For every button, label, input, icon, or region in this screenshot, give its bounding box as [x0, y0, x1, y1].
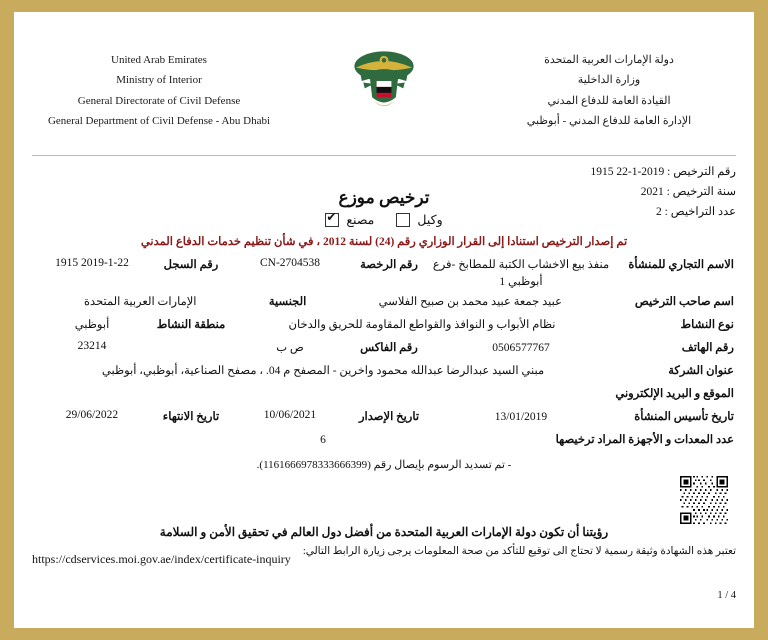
option-manufacturer-label: مصنع: [346, 213, 375, 227]
verification-url[interactable]: https://cdservices.moi.gov.ae/index/certificate-inquiry: [32, 552, 291, 566]
website-label: الموقع و البريد الإلكتروني: [615, 387, 734, 400]
row-equipment: [32, 431, 736, 454]
option-agent-checkbox[interactable]: [396, 213, 410, 227]
establishment-label: الاسم التجاري للمنشأة: [628, 259, 734, 271]
phone-label: رقم الهاتف: [681, 341, 734, 354]
row-activity-type: [32, 316, 736, 339]
nationality-value: الإمارات العربية المتحدة: [84, 295, 197, 308]
row-establishment: [32, 256, 736, 293]
phone-value: 0506577767: [492, 341, 550, 354]
address-value: مبني السيد عبدالرضا عبدالله محمود واخرين - المصفح م 04. ، مصفح الصناعية، أبوظبي، أبوظبي: [101, 364, 545, 377]
establishment-value: منفذ بيع الاخشاب الكتبة للمطابخ -فرع أبوظبي 1: [432, 259, 610, 289]
nationality-label: الجنسية: [268, 295, 307, 308]
page-number: 1 / 4: [717, 590, 736, 601]
issue-date-value: 10/06/2021: [263, 408, 317, 421]
fee-receipt-note: - تم تسديد الرسوم بإيصال رقم (1161666978333666399).: [256, 458, 512, 471]
certificate-page: [14, 12, 754, 628]
activity-type-value: نظام الأبواب و النوافذ والقواطع المقاومة للحريق والدخان: [288, 318, 556, 331]
header-left-block: [14, 50, 304, 131]
pobox-value: 23214: [77, 339, 107, 352]
register-number-label: رقم السجل: [163, 259, 219, 271]
license-number-meta-label: رقم الترخيص :: [667, 166, 736, 178]
row-phone: [32, 339, 736, 362]
document-header: [14, 12, 754, 134]
license-year-meta-value: 2021: [640, 186, 664, 199]
license-number-label: رقم الرخصة: [360, 259, 418, 271]
disclaimer-text: تعتبر هذه الشهادة وثيقة رسمية لا تحتاج الى توقيع للتأكد من صحة المعلومات يرجى زيارة الرابط التالي:: [302, 546, 736, 557]
license-number-meta: [590, 162, 736, 182]
qr-code[interactable]: [680, 476, 728, 524]
license-year-meta-label: سنة الترخيص :: [666, 186, 736, 199]
expiry-date-label: تاريخ الانتهاء: [162, 410, 220, 423]
register-number-value: 2019-1-22 1915: [55, 257, 129, 269]
header-left-line-2: Ministry of Interior: [116, 74, 202, 87]
header-right-line-3: القيادة العامة للدفاع المدني: [547, 94, 671, 107]
owner-label: اسم صاحب الترخيص: [634, 295, 734, 308]
activity-area-label: منطقة النشاط: [156, 318, 226, 331]
option-manufacturer-checkbox[interactable]: [325, 213, 339, 227]
row-dates: [32, 408, 736, 431]
fax-value: ص ب: [276, 341, 304, 354]
address-label: عنوان الشركة: [668, 364, 734, 377]
license-details: [32, 256, 736, 471]
vision-statement: رؤيتنا أن تكون دولة الإمارات العربية المتحدة من أفضل دول العالم في تحقيق الأمن و السلامة: [159, 525, 609, 539]
license-type-options: [14, 212, 754, 228]
issue-date-label: تاريخ الإصدار: [358, 410, 420, 423]
header-right-line-4: الإدارة العامة للدفاع المدني - أبوظبي: [526, 115, 692, 128]
row-address: [32, 362, 736, 385]
option-agent[interactable]: [396, 212, 442, 228]
fax-label: رقم الفاكس: [360, 341, 418, 354]
equipment-value: 6: [320, 433, 326, 446]
header-left-line-3: General Directorate of Civil Defense: [77, 94, 241, 107]
header-divider: [32, 155, 736, 156]
establish-date-value: 13/01/2019: [494, 410, 548, 423]
header-right-block: [474, 50, 744, 131]
license-number-meta-value: 2019-1-22 1915: [590, 166, 665, 178]
license-number-value: CN-2704538: [259, 257, 321, 269]
establish-date-label: تاريخ تأسيس المنشأة: [634, 410, 734, 423]
document-title: ترخيص موزع: [338, 188, 430, 207]
uae-falcon-emblem-icon: [347, 44, 421, 118]
row-website: [32, 385, 736, 408]
license-count-meta-value: 2: [656, 206, 662, 219]
legal-basis-note: تم إصدار الترخيص استنادا إلى القرار الوزاري رقم (24) لسنة 2012 ، في شأن تنظيم خدمات الدفاع المدني: [140, 236, 628, 248]
activity-area-value: أبوظبي: [74, 318, 110, 331]
license-count-meta-label: عدد التراخيص :: [664, 206, 736, 219]
equipment-label: عدد المعدات و الأجهزة المراد ترخيصها: [555, 433, 734, 446]
header-right-line-2: وزارة الداخلية: [577, 74, 641, 87]
header-right-line-1: دولة الإمارات العربية المتحدة: [544, 54, 674, 66]
option-manufacturer[interactable]: [325, 212, 374, 228]
header-left-line-1: United Arab Emirates: [111, 54, 207, 66]
header-left-line-4: General Department of Civil Defense - Abu Dhabi: [47, 115, 271, 128]
row-owner: [32, 293, 736, 316]
owner-value: عبيد جمعة عبيد محمد بن صبيح الفلاسي: [378, 295, 562, 308]
activity-type-label: نوع النشاط: [680, 318, 734, 331]
option-agent-label: وكيل: [417, 213, 443, 227]
expiry-date-value: 29/06/2022: [65, 408, 119, 421]
